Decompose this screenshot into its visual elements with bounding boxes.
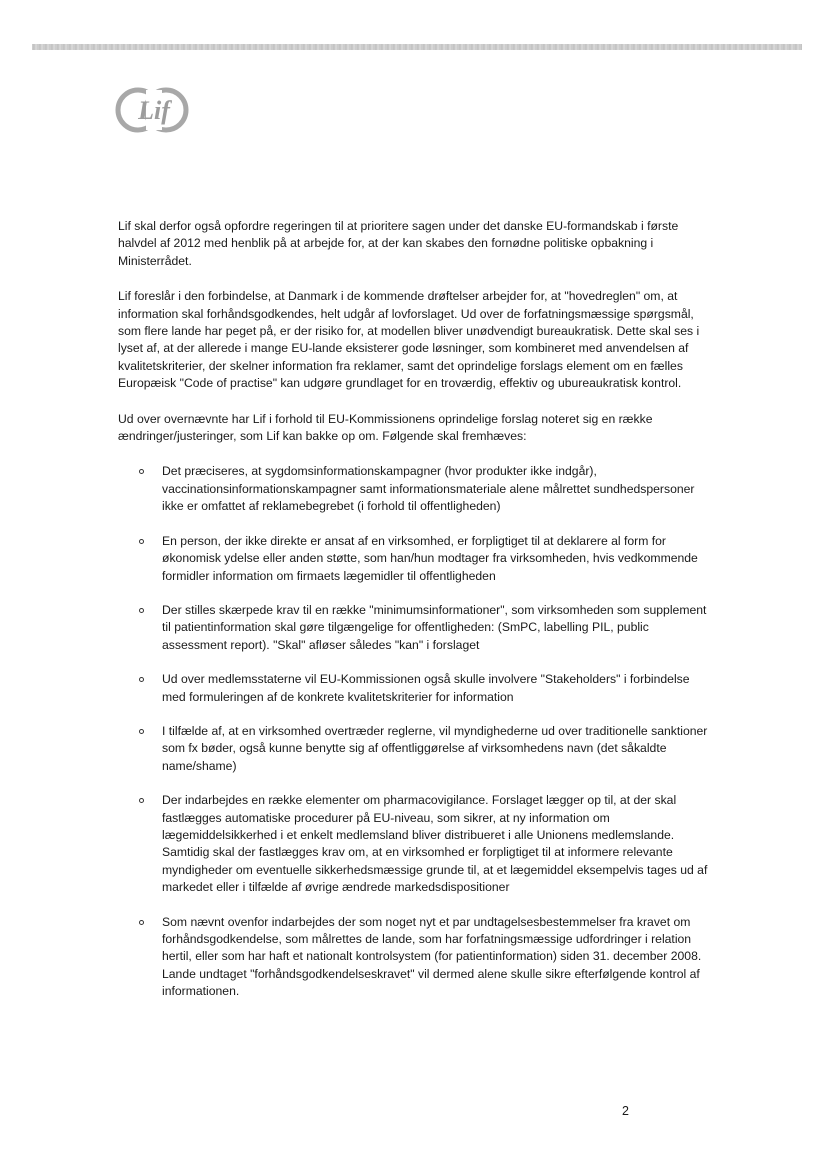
list-item bbox=[118, 723, 708, 775]
list-item bbox=[118, 671, 708, 706]
bullet-icon bbox=[139, 608, 144, 613]
list-item bbox=[118, 602, 708, 654]
page-number: 2 bbox=[622, 1104, 629, 1118]
bullet-icon bbox=[139, 539, 144, 544]
list-item-text: Som nævnt ovenfor indarbejdes der som noget nyt et par undtagelsesbestemmelser fra kravet om forhåndsgodkendelse, som målrettes de lande, som har forfatningsmæssige udfordringer i relation hertil, eller som har haft et nationalt kontrolsystem (for patientinformation) siden 31. december 2008. Lande undtaget "forhåndsgodkendelseskravet" vil dermed alene skulle sikre efterfølgende kontrol af informationen. bbox=[162, 914, 702, 999]
bullet-icon bbox=[139, 677, 144, 682]
bullet-icon bbox=[139, 798, 144, 803]
scan-border-band bbox=[32, 44, 802, 50]
paragraph: Ud over overnævnte har Lif i forhold til EU-Kommissionens oprindelige forslag noteret sig en række ændringer/justeringer, som Lif kan bakke op om. Følgende skal fremhæves: bbox=[118, 411, 653, 444]
list-item bbox=[118, 914, 708, 1001]
list-item-text: En person, der ikke direkte er ansat af en virksomhed, er forpligtiget til at deklarere al form for økonomisk ydelse eller anden støtte, som han/hun modtager fra virksomheden, hvis vedkommende formidler information om firmaets lægemidler til offentligheden bbox=[162, 533, 698, 583]
paragraph: Lif foreslår i den forbindelse, at Danmark i de kommende drøftelser arbejder for, at "hovedreglen" om, at information skal forhåndsgodkendes, helt udgår af lovforslaget. Ud over de forfatningsmæssige spørgsmål, som flere lande har peget på, er der risiko for, at modellen bliver unødvendigt bureaukratisk. Dette skal ses i lyset af, at der allerede i mange EU-lande eksisterer gode løsninger, som kombineret med anvendelsen af kvalitetskriterier, der skelner information fra reklamer, samt det oprindelige forslags element om en fælles Europæisk "Code of practise" kan udgøre grundlaget for en troværdig, effektiv og ubureaukratisk kontrol. bbox=[118, 289, 700, 391]
bullet-icon bbox=[139, 469, 144, 474]
lif-logo bbox=[112, 84, 196, 136]
list-item-text: Ud over medlemsstaterne vil EU-Kommissionen også skulle involvere "Stakeholders" i forbindelse med formuleringen af de konkrete kvalitetskriterier for information bbox=[162, 672, 690, 704]
lif-logo-icon bbox=[112, 84, 196, 136]
list-item bbox=[118, 533, 708, 585]
bullet-icon bbox=[139, 920, 144, 925]
bullet-icon bbox=[139, 729, 144, 734]
bullet-list bbox=[118, 463, 708, 1000]
paragraph: Lif skal derfor også opfordre regeringen til at prioritere sagen under det danske EU-formandskab i første halvdel af 2012 med henblik på at arbejde for, at der kan skabes den fornødne politiske opbakning i Ministerrådet. bbox=[118, 219, 679, 268]
list-item-text: Det præciseres, at sygdomsinformationskampagner (hvor produkter ikke indgår), vaccinationsinformationskampagner samt informationsmateriale alene målrettet sundhedspersoner ikke er omfattet af reklamebegrebet (i forhold til offentligheden) bbox=[162, 464, 695, 514]
list-item bbox=[118, 463, 708, 515]
list-item-text: Der indarbejdes en række elementer om pharmacovigilance. Forslaget lægger op til, at der skal fastlægges automatiske procedurer på EU-niveau, som sikrer, at ny information om lægemiddelsikkerhed i et enkelt medlemsland bliver distribueret i alle Unionens medlemslande. Samtidig skal der fastlægges krav om, at en virksomhed er forpligtiget til at informere relevante myndigheder om eventuelle sikkerhedsmæssige grunde til, at et lægemiddel eksempelvis tages ud af markedet eller i tilfælde af øvrige ændrede markedsdispositioner bbox=[162, 793, 708, 895]
document-body bbox=[118, 218, 708, 1018]
list-item-text: Der stilles skærpede krav til en række "minimumsinformationer", som virksomheden som supplement til patientinformation skal gøre tilgængelige for offentligheden: (SmPC, labelling PIL, public assessment report). "Skal" afløser således "kan" i forslaget bbox=[162, 602, 707, 652]
list-item-text: I tilfælde af, at en virksomhed overtræder reglerne, vil myndighederne ud over traditionelle sanktioner som fx bøder, også kunne benytte sig af offentliggørelse af virksomhedens navn (det såkaldte name/shame) bbox=[162, 723, 708, 773]
list-item bbox=[118, 792, 708, 896]
svg-text:Lif: Lif bbox=[138, 96, 170, 125]
